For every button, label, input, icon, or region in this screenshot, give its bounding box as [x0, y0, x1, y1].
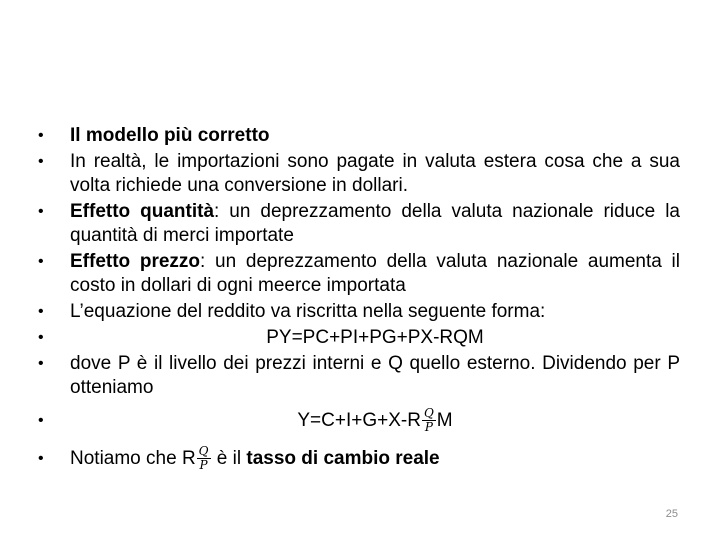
- bullet-text: Notiamo che R: [70, 448, 196, 469]
- bullet-marker: •: [38, 412, 44, 429]
- bullet-heading: Effetto prezzo: [70, 251, 201, 272]
- bullet-text: : un deprezzamento della valuta nazionale riduce la quantità di merci importate: [70, 201, 680, 246]
- bullet-item: [38, 250, 680, 298]
- fraction-numerator: Q: [423, 406, 434, 421]
- bullet-marker: •: [38, 355, 44, 372]
- bullet-marker: •: [38, 450, 44, 467]
- bullet-marker: •: [38, 253, 44, 270]
- bullet-text: L’equazione del reddito va riscritta nella seguente forma:: [70, 301, 546, 322]
- equation: PY=PC+PI+PG+PX-RQM: [266, 327, 484, 348]
- fraction: [197, 445, 211, 472]
- bullet-text: In realtà, le importazioni sono pagate in valuta estera cosa che a sua volta richiede una conversione in dollari.: [70, 151, 680, 196]
- bullet-item: [38, 442, 680, 476]
- bullet-heading: Il modello più corretto: [70, 125, 270, 146]
- equation-text: M: [436, 410, 453, 431]
- fraction: [422, 407, 436, 434]
- bullet-item: [38, 124, 680, 148]
- bullet-text: dove P è il livello dei prezzi interni e Q quello esterno. Dividendo per P otteniamo: [70, 353, 680, 398]
- bullet-item: [38, 404, 680, 438]
- bullet-marker: •: [38, 203, 44, 220]
- bullet-item: [38, 326, 680, 350]
- equation-text: Y=C+I+G+X-R: [297, 410, 421, 431]
- bullet-item: [38, 300, 680, 324]
- bullet-heading: Effetto quantità: [70, 201, 215, 222]
- fraction-denominator: P: [199, 458, 208, 473]
- bullet-marker: •: [38, 329, 44, 346]
- bullet-marker: •: [38, 153, 44, 170]
- fraction-numerator: Q: [198, 444, 209, 459]
- bullet-item: [38, 150, 680, 198]
- equation: [70, 404, 680, 438]
- bullet-emphasis: tasso di cambio reale: [246, 448, 440, 469]
- bullet-text: è il: [211, 448, 247, 469]
- page-number: 25: [665, 508, 678, 520]
- bullet-item: [38, 352, 680, 400]
- bullet-list: [38, 124, 680, 476]
- bullet-marker: •: [38, 303, 44, 320]
- bullet-text: : un deprezzamento della valuta nazionale aumenta il costo in dollari di ogni meerce importata: [70, 251, 680, 296]
- bullet-item: [38, 200, 680, 248]
- fraction-denominator: P: [424, 420, 433, 435]
- bullet-marker: •: [38, 127, 44, 144]
